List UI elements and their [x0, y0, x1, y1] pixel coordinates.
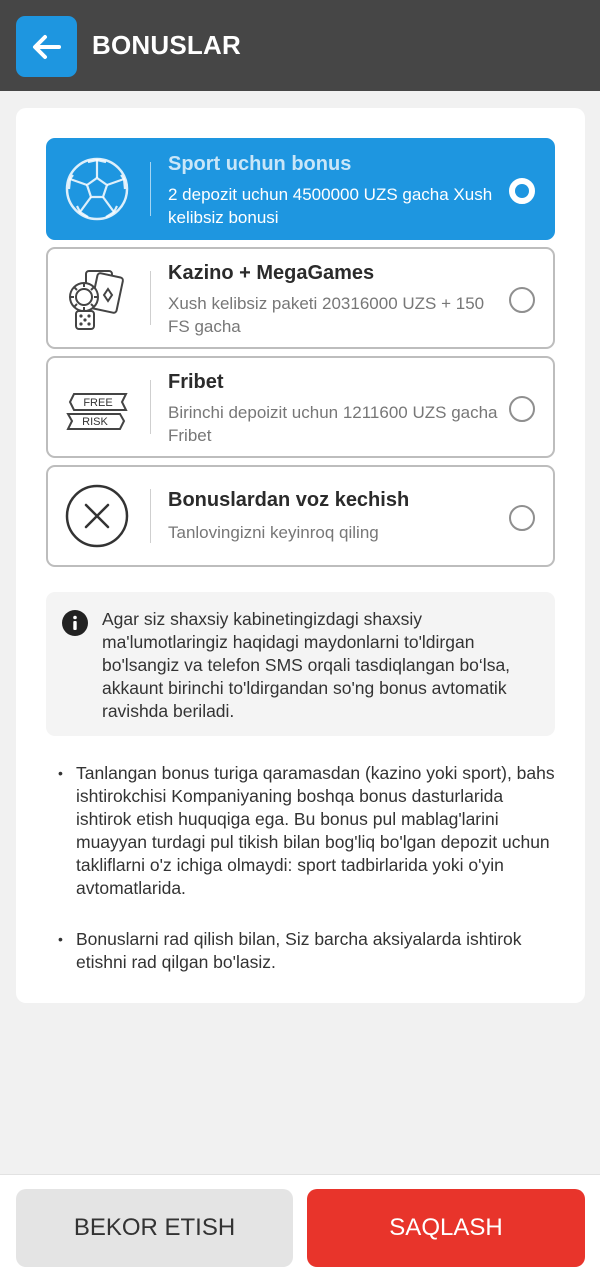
option-description: Xush kelibsiz paketi 20316000 UZS + 150 FS gacha	[168, 294, 485, 336]
option-description: Tanlovingizni keyinroq qiling	[168, 523, 379, 542]
note-text: Bonuslarni rad qilish bilan, Siz barcha aksiyalarda ishtirok etishni rad qilgan bo'lasiz.	[76, 929, 522, 972]
bonus-option-sport[interactable]	[46, 138, 555, 240]
footer-bar	[0, 1174, 600, 1280]
info-text: Agar siz shaxsiy kabinetingizdagi shaxsiy ma'lumotlaringiz haqidagi maydonlarni to'ldirgan bo'lsangiz va telefon SMS orqali tasdiqlangan bo‘lsa, akkaunt birinchi to'ldirgandan so'ng bonus avtomatik ravishda beriladi.	[102, 609, 511, 721]
page-title: BONUSLAR	[92, 30, 241, 60]
option-description: 2 depozit uchun 4500000 UZS gacha Xush kelibsiz bonusi	[168, 185, 493, 227]
free-label: FREE	[83, 397, 113, 409]
bonus-option-freebet[interactable]	[46, 356, 555, 458]
save-button[interactable]: SAQLASH	[307, 1189, 585, 1267]
bonus-option-casino[interactable]	[46, 247, 555, 349]
bullet-dot: •	[58, 931, 63, 947]
radio-button[interactable]	[509, 505, 535, 531]
radio-button[interactable]	[509, 396, 535, 422]
option-divider	[150, 162, 151, 216]
option-divider	[150, 489, 151, 543]
option-divider	[150, 380, 151, 434]
option-title: Bonuslardan voz kechish	[168, 489, 410, 511]
radio-button[interactable]	[509, 287, 535, 313]
option-title: Kazino + MegaGames	[168, 262, 375, 284]
note-item	[58, 762, 558, 902]
app-header	[0, 0, 600, 91]
soccer-ball-icon	[64, 156, 130, 222]
cancel-button[interactable]: BEKOR ETISH	[16, 1189, 293, 1267]
bonus-panel	[16, 108, 585, 1003]
casino-cards-chip-dice-icon	[64, 265, 130, 331]
option-description: Birinchi depoizit uchun 1211600 UZS gacha Fribet	[168, 403, 498, 445]
back-button[interactable]	[16, 16, 77, 77]
arrow-left-icon	[32, 34, 62, 60]
option-title: Fribet	[168, 371, 224, 393]
risk-label: RISK	[82, 416, 108, 428]
option-title: Sport uchun bonus	[168, 153, 352, 175]
option-divider	[150, 271, 151, 325]
info-box	[46, 592, 555, 736]
note-item	[58, 928, 558, 978]
bullet-dot: •	[58, 765, 63, 781]
close-circle-icon	[64, 483, 130, 549]
free-risk-tag-icon	[64, 374, 130, 440]
bonus-option-decline[interactable]	[46, 465, 555, 567]
note-text: Tanlangan bonus turiga qaramasdan (kazino yoki sport), bahs ishtirokchisi Kompaniyaning boshqa bonus dasturlarida ishtirok etish huquqiga ega. Bu bonus pul mablag'larini muayyan turdagi pul tikish bilan bog'liq bo'lgan depozit uchun takliflarni o'z ichiga olmaydi: sport tadbirlarida yoki o'yin avtomatlarida.	[76, 763, 555, 898]
radio-button-selected[interactable]	[509, 178, 535, 204]
info-icon	[62, 610, 88, 636]
